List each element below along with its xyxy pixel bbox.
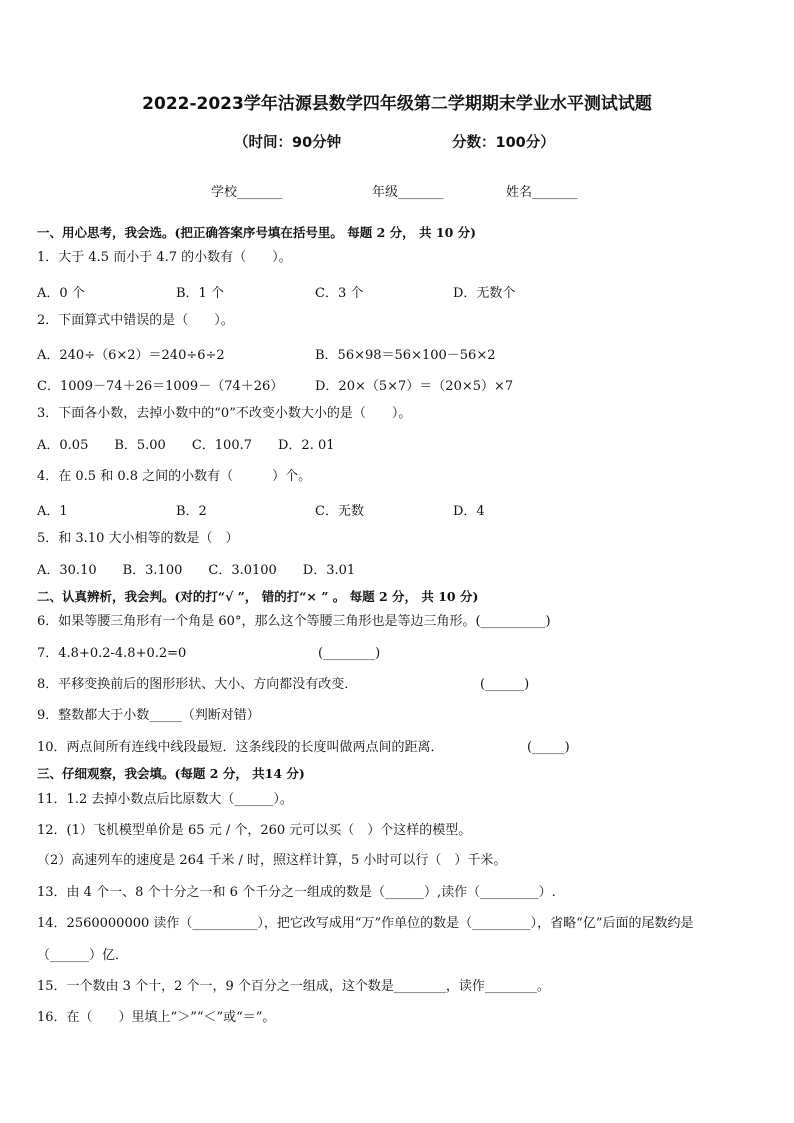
question-text: 1．大于 4.5 而小于 4.7 的小数有（ ）。 bbox=[37, 250, 292, 265]
option-row: A．0.05 B．5.00 C．100.7 D．2. 01 bbox=[37, 438, 335, 453]
question-text: 6．如果等腰三角形有一个角是 60°，那么这个等腰三角形也是等边三角形。(__________) bbox=[37, 614, 551, 629]
answer-blank: (______) bbox=[480, 677, 530, 692]
option-row: A．30.10 B．3.100 C．3.0100 D．3.01 bbox=[37, 563, 356, 578]
question-text: （______）亿． bbox=[37, 948, 129, 963]
exam-time: （时间：90分钟 bbox=[234, 135, 342, 151]
option: D．无数个 bbox=[453, 286, 516, 301]
grade-field: 年级_______ bbox=[372, 185, 444, 200]
question-text: 7．4.8+0.2-4.8+0.2=0 bbox=[37, 646, 187, 661]
option: A．240÷（6×2）＝240÷6÷2 bbox=[37, 348, 225, 363]
question-text: 5．和 3.10 大小相等的数是（ ） bbox=[37, 531, 239, 546]
option: C．无数 bbox=[315, 504, 364, 519]
question-text: 14．2560000000 读作（__________），把它改写成用“万”作单位的数是（_________），省略“亿”后面的尾数约是 bbox=[37, 916, 694, 931]
question-text: 10．两点间所有连线中线段最短．这条线段的长度叫做两点间的距离． bbox=[37, 740, 444, 755]
option: A．1 bbox=[37, 504, 68, 519]
section-heading: 一、用心思考，我会选。(把正确答案序号填在括号里。 每题 2 分， 共 10 分) bbox=[37, 225, 477, 240]
exam-score: 分数：100分） bbox=[452, 135, 555, 151]
question-text: 13．由 4 个一、8 个十分之一和 6 个千分之一组成的数是（______）,读作（_________）. bbox=[37, 885, 556, 900]
question-text: 12．(1）飞机模型单价是 65 元 / 个，260 元可以买（ ）个这样的模型。 bbox=[37, 823, 472, 838]
option: C．3 个 bbox=[315, 286, 364, 301]
question-text: 4．在 0.5 和 0.8 之间的小数有（ ）个。 bbox=[37, 469, 312, 484]
option: B．56×98＝56×100－56×2 bbox=[315, 348, 496, 363]
school-field: 学校_______ bbox=[211, 185, 283, 200]
question-text: 9．整数都大于小数_____（判断对错） bbox=[37, 708, 260, 723]
question-text: 8．平移变换前后的图形形状、大小、方向都没有改变． bbox=[37, 677, 358, 692]
question-text: 16．在（ ）里填上“＞”“＜”或“＝”。 bbox=[37, 1010, 276, 1025]
option: A．0 个 bbox=[37, 286, 85, 301]
question-text: 15．一个数由 3 个十，2 个一，9 个百分之一组成，这个数是________，读作________。 bbox=[37, 979, 550, 994]
option: B．2 bbox=[176, 504, 207, 519]
option: B．1 个 bbox=[176, 286, 224, 301]
option: D．20×（5×7）＝（20×5）×7 bbox=[315, 379, 514, 394]
exam-title: 2022-2023学年沽源县数学四年级第二学期期末学业水平测试试题 bbox=[142, 94, 652, 114]
answer-blank: (_____) bbox=[527, 740, 570, 755]
question-text: 3．下面各小数，去掉小数中的“0”不改变小数大小的是（ ）。 bbox=[37, 406, 412, 421]
name-field: 姓名_______ bbox=[506, 185, 578, 200]
section-heading: 二、认真辨析，我会判。(对的打“√ ”， 错的打“× ” 。 每题 2 分， 共 10 分) bbox=[37, 589, 479, 604]
question-text: 2．下面算式中错误的是（ ）。 bbox=[37, 313, 234, 328]
answer-blank: (________) bbox=[318, 646, 381, 661]
question-text: （2）高速列车的速度是 264 千米 / 时，照这样计算，5 小时可以行（ ）千米。 bbox=[37, 853, 507, 868]
question-text: 11．1.2 去掉小数点后比原数大（______）。 bbox=[37, 792, 293, 807]
section-heading: 三、仔细观察，我会填。(每题 2 分， 共14 分) bbox=[37, 766, 305, 781]
option: D．4 bbox=[453, 504, 485, 519]
option: C．1009－74＋26＝1009－（74＋26） bbox=[37, 379, 284, 394]
